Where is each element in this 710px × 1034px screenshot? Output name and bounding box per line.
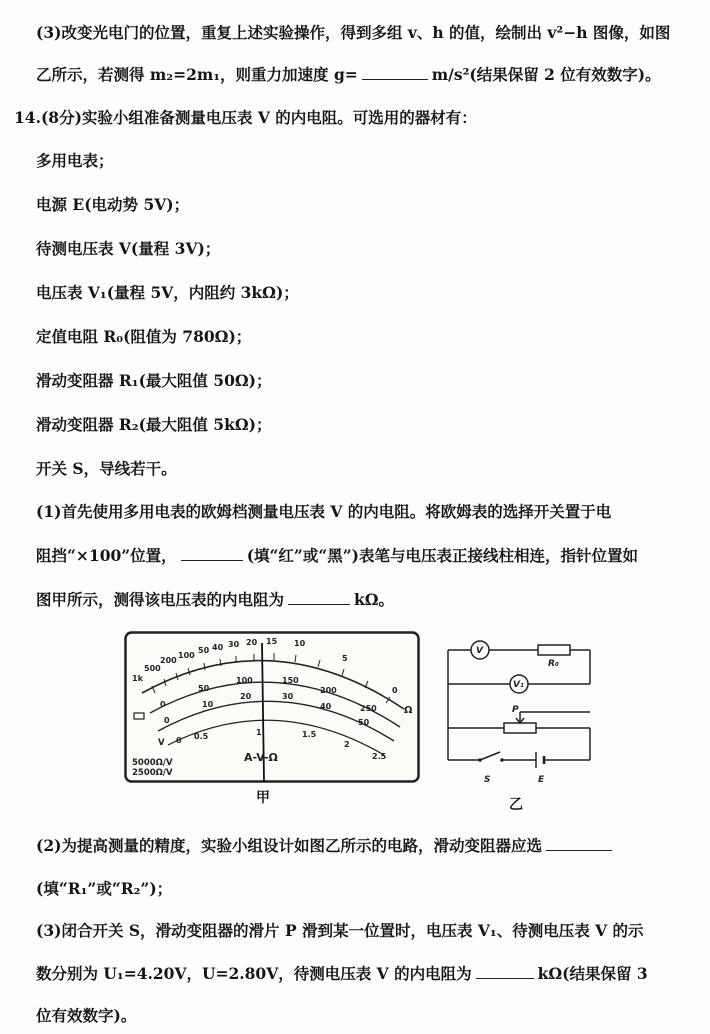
source-e-label: E	[538, 775, 545, 785]
ohm-tick-label: 50	[198, 646, 210, 655]
q14-part1-text-2: (填“红”或“黑”)表笔与电压表正接线柱相连，指针位置如	[246, 546, 639, 565]
ohm-tick-label: 15	[266, 637, 278, 646]
q13-part3-line2	[36, 64, 694, 86]
dc-tick-label: 50	[198, 684, 210, 693]
q14-part1-unit: kΩ。	[354, 590, 395, 609]
ohm-tick-label: 10	[294, 639, 306, 648]
circuit-diagram-figure	[440, 632, 600, 792]
ac-tick-label: 0	[176, 736, 182, 745]
ohm-tick-label: 30	[228, 640, 240, 649]
ohm-tick-label: 0	[392, 686, 398, 695]
answer-blank-internal-resistance[interactable]	[476, 964, 534, 979]
slider-p-label: P	[512, 705, 519, 715]
q14-part1-line3	[36, 589, 694, 611]
equipment-item: 开关 S，导线若干。	[36, 459, 177, 478]
multimeter-dial-figure	[124, 631, 420, 783]
q14-part1-line1: (1)首先使用多用电表的欧姆档测量电压表 V 的内电阻。将欧姆表的选择开关置于电	[36, 502, 612, 521]
q14-part2-line1	[36, 835, 694, 857]
dc-tick-label: 200	[320, 686, 337, 695]
equipment-item: 滑动变阻器 R₂(最大阻值 5kΩ)；	[36, 415, 272, 434]
q13-part3-unit: m/s²(结果保留 2 位有效数字)。	[431, 65, 661, 84]
ohm-symbol: Ω	[404, 705, 413, 716]
equipment-item: 电源 E(电动势 5V)；	[36, 195, 190, 214]
q14-intro: 14.(8分)实验小组准备测量电压表 V 的内电阻。可选用的器材有：	[14, 108, 477, 127]
dc-tick-label: 30	[282, 692, 294, 701]
q14-part3-text: 数分别为 U₁=4.20V，U=2.80V，待测电压表 V 的内电阻为	[36, 964, 472, 983]
resistor-r0-label: R₀	[548, 659, 559, 669]
equipment-item: 电压表 V₁(量程 5V，内阻约 3kΩ)；	[36, 283, 299, 302]
dc-tick-label: 40	[320, 702, 332, 711]
equipment-item: 多用电表；	[36, 151, 114, 170]
sensitivity-note: 5000Ω/V	[132, 758, 173, 768]
q14-part2-text: (2)为提高测量的精度，实验小组设计如图乙所示的电路，滑动变阻器应选	[36, 836, 542, 855]
dc-tick-label: 250	[360, 704, 377, 713]
ac-tick-label: 1.5	[302, 730, 317, 739]
q13-part3-text: 乙所示，若测得 m₂=2m₁，则重力加速度 g=	[36, 65, 358, 84]
q14-part3-line2	[36, 963, 694, 985]
circuit-diagram-svg	[440, 632, 600, 792]
dc-tick-label: 0	[160, 700, 166, 709]
ohm-tick-label: 1k	[132, 674, 143, 683]
ac-tick-label: 2.5	[372, 752, 387, 761]
figure-jia-label: 甲	[256, 790, 270, 806]
ohm-tick-label: 500	[144, 664, 161, 673]
q13-part3-line1: (3)改变光电门的位置，重复上述实验操作，得到多组 v、h 的值，绘制出 v²−h 图像，如图	[36, 23, 671, 42]
equipment-item: 滑动变阻器 R₁(最大阻值 50Ω)；	[36, 371, 272, 390]
ohm-tick-label: 100	[178, 651, 195, 660]
ohm-tick-label: 40	[212, 643, 224, 652]
ohm-tick-label: 200	[160, 656, 177, 665]
answer-blank-g[interactable]	[362, 65, 428, 80]
ac-tick-label: 1	[256, 728, 262, 737]
q14-part2-line2: (填“R₁”或“R₂”)；	[36, 879, 173, 898]
small-v-label: V	[158, 738, 165, 748]
equipment-item: 待测电压表 V(量程 3V)；	[36, 239, 221, 258]
ac-tick-label: 2	[344, 740, 350, 749]
answer-blank-probe[interactable]	[181, 546, 243, 561]
ohm-tick-label: 20	[246, 638, 258, 647]
switch-s-label: S	[484, 775, 491, 785]
q14-part3-unit: kΩ(结果保留 3	[537, 964, 648, 983]
answer-blank-rheostat[interactable]	[546, 836, 612, 851]
equipment-item: 定值电阻 R₀(阻值为 780Ω)；	[36, 327, 252, 346]
answer-blank-resistance[interactable]	[288, 590, 350, 605]
meter-v1-label: V₁	[513, 680, 524, 690]
q14-part1-text-3: 图甲所示，测得该电压表的内电阻为	[36, 590, 285, 609]
dc-tick-label: 100	[236, 676, 253, 685]
dc-tick-label: 0	[164, 716, 170, 725]
meter-center-text: A-V-Ω	[244, 751, 278, 764]
ac-tick-label: 0.5	[194, 732, 209, 741]
figure-yi-label: 乙	[509, 797, 523, 813]
dc-tick-label: 150	[282, 676, 299, 685]
dc-tick-label: 50	[358, 718, 370, 727]
q14-part1-line2	[36, 545, 694, 567]
dc-tick-label: 10	[202, 700, 214, 709]
sensitivity-note: 2500Ω/V	[132, 768, 173, 778]
ohm-tick-label: 5	[342, 654, 348, 663]
q14-part3-line3: 位有效数字)。	[36, 1006, 137, 1025]
meter-v-label: V	[476, 646, 483, 656]
dc-tick-label: 20	[240, 692, 252, 701]
q14-part3-line1: (3)闭合开关 S，滑动变阻器的滑片 P 滑到某一位置时，电压表 V₁、待测电压表 V 的示	[36, 921, 644, 940]
multimeter-dial-svg	[124, 631, 420, 783]
q14-part1-text: 阻挡“×100”位置，	[36, 546, 177, 565]
